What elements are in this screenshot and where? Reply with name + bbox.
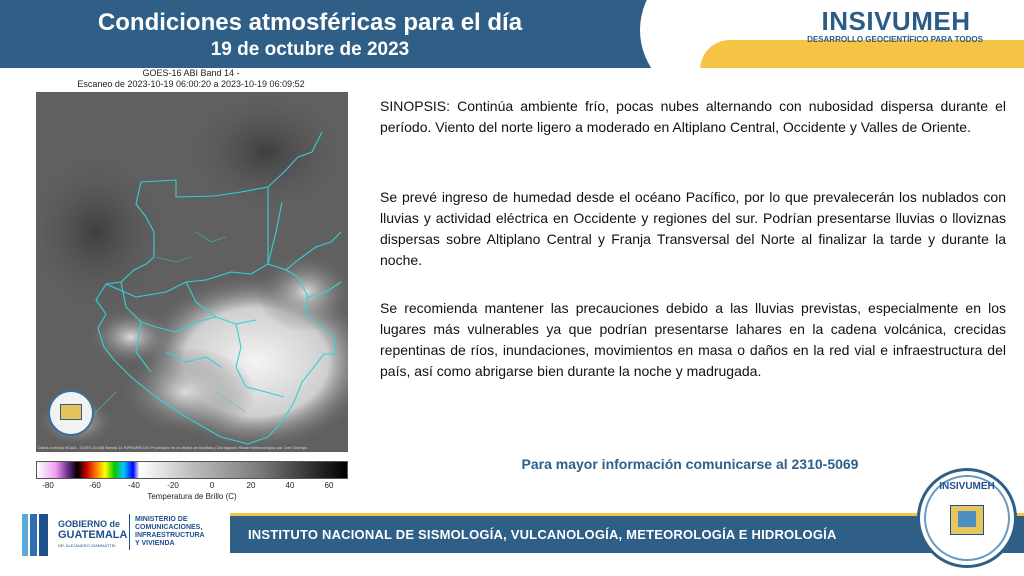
institute-name: INSTITUTO NACIONAL DE SISMOLOGÍA, VULCANOLOGÍA, METEOROLOGÍA E HIDROLOGÍA (248, 527, 837, 542)
colorbar-tick: 60 (324, 481, 334, 490)
satellite-image (36, 92, 348, 452)
synopsis-paragraph: SINOPSIS: Continúa ambiente frío, pocas nubes alternando con nubosidad dispersa durante el período. Viento del norte ligero a moderado en Altiplano Central, Occidente y Valles de Oriente. (380, 98, 1006, 135)
guatemala-flag-icon (22, 514, 48, 556)
insivumeh-small-seal-icon (48, 390, 94, 436)
gob-line3: DR. ALEJANDRO GIAMMATTEI (58, 543, 116, 548)
government-logo (0, 506, 235, 566)
satellite-caption (36, 68, 346, 90)
colorbar-tick: 20 (246, 481, 256, 490)
ministry-line2: COMUNICACIONES, (135, 524, 203, 531)
colorbar-label: Temperatura de Brillo (C) (147, 492, 237, 501)
colorbar-tick: -60 (89, 481, 101, 490)
satellite-credit: Datos cortesía NOAA - GOES-16 ABI Banda 14 INFRARROJO Procesado en la oficina de Análisis y Divulgación Radar Meteorológico por Joel Ocampo (38, 445, 308, 450)
temperature-colorbar (36, 461, 348, 479)
logo-divider (129, 514, 130, 550)
colorbar-tick: 40 (285, 481, 295, 490)
colorbar-tick: -40 (128, 481, 140, 490)
header-banner (0, 0, 1024, 68)
satellite-caption-line1: GOES-16 ABI Band 14 - (142, 68, 240, 78)
gob-line2: GUATEMALA (58, 529, 128, 541)
page-title: Condiciones atmosféricas para el día (97, 9, 523, 36)
colorbar-tick: 0 (209, 481, 215, 490)
seal-map-emblem (958, 511, 976, 527)
seal-text: INSIVUMEH (939, 481, 995, 492)
gob-line1: GOBIERNO de (58, 519, 121, 529)
satellite-caption-line2: Escaneo de 2023-10-19 06:00:20 a 2023-10-19 06:09:52 (77, 79, 305, 89)
ministry-name (135, 516, 205, 548)
contact-info: Para mayor información comunicarse al 2310-5069 (521, 456, 859, 472)
seal-emblem (60, 404, 82, 420)
ministry-line1: MINISTERIO DE (135, 516, 188, 523)
insivumeh-seal-icon (917, 468, 1017, 568)
recommendation-paragraph: Se recomienda mantener las precauciones debido a las lluvias previstas, especialmente en los lugares más vulnerables ya que podrían presentarse lahares en la cadena volcánica, crecidas repentinas de ríos, inundaciones, movimientos en masa o daños en la red vial e infraestructura del país, así como abrigarse bien durante la noche y madrugada. (380, 300, 1006, 379)
header-yellow-accent (700, 40, 1024, 68)
colorbar-tick: -80 (42, 481, 54, 490)
insivumeh-logo-text: INSIVUMEH (821, 6, 971, 36)
ministry-line3: INFRAESTRUCTURA (135, 532, 205, 539)
page-date: 19 de octubre de 2023 (210, 39, 410, 60)
footer-bar (230, 513, 1024, 553)
insivumeh-tagline: DESARROLLO GEOCIENTÍFICO PARA TODOS (807, 35, 983, 44)
forecast-paragraph: Se prevé ingreso de humedad desde el océano Pacífico, por lo que prevalecerán los nublados con lluvias y actividad eléctrica en Occidente y regiones del sur. Podrían presentarse lluvias o lloviznas dispersas sobre Altiplano Central y Franja Transversal del Norte al finalizar la tarde y durante la noche. (380, 189, 1006, 268)
colorbar-tick: -20 (167, 481, 179, 490)
ministry-line4: Y VIVIENDA (135, 540, 175, 547)
